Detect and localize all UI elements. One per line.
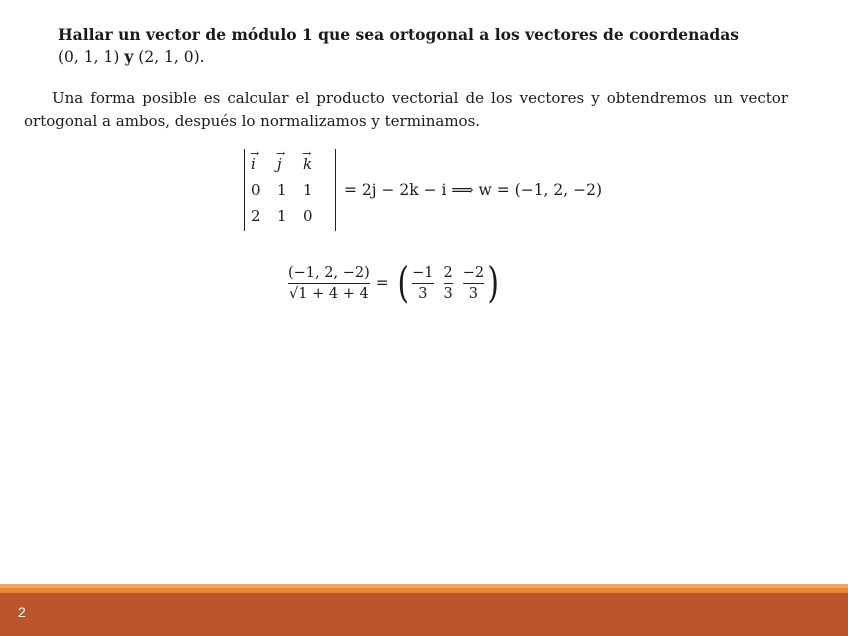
right-paren-icon: ) — [487, 258, 500, 307]
period: . — [199, 48, 205, 66]
entry-denominator: 3 — [418, 285, 428, 302]
entry-numerator: 2 — [443, 264, 453, 281]
cross-product-determinant — [244, 150, 602, 230]
problem-vectors — [58, 46, 818, 68]
unit-entry — [463, 263, 484, 304]
norm-fraction — [288, 263, 370, 304]
problem-statement — [58, 24, 818, 68]
intro-paragraph — [24, 87, 788, 133]
unit-entry — [412, 263, 433, 304]
problem-title: Hallar un vector de módulo 1 que sea ortogonal a los vectores de coordenadas — [58, 25, 740, 44]
cross-product-result: = 2j − 2k − i ⟹ w = (−1, 2, −2) — [344, 181, 603, 199]
det-cell: 1 — [303, 181, 313, 199]
intro-text: Una forma posible es calcular el producto vectorial de los vectores y obtendremos un vector ortogonal a ambos, después lo normalizamos y terminamos. — [24, 89, 788, 130]
det-cell: 0 — [251, 181, 261, 199]
left-paren-icon: ( — [397, 258, 409, 307]
equals-sign: = — [375, 274, 389, 292]
vector-a: (0, 1, 1) — [58, 48, 120, 66]
entry-denominator: 3 — [443, 285, 453, 302]
det-cell: 1 — [277, 207, 287, 225]
unit-entry — [444, 263, 453, 304]
norm-denominator: √1 + 4 + 4 — [289, 285, 369, 302]
unit-vector-entries — [411, 263, 485, 304]
det-cell: 0 — [303, 207, 313, 225]
det-cell-k: → k — [303, 151, 329, 177]
vector-b: (2, 1, 0) — [138, 48, 200, 66]
det-cell-i: → i — [251, 151, 277, 177]
normalization-formula — [288, 258, 502, 307]
det-cell-j: → j — [277, 151, 303, 177]
norm-numerator: (−1, 2, −2) — [288, 264, 370, 281]
page-number: 2 — [18, 604, 26, 620]
det-cell: 1 — [277, 181, 287, 199]
entry-denominator: 3 — [468, 285, 479, 302]
footer-band — [0, 593, 848, 636]
entry-numerator: −1 — [412, 264, 434, 281]
determinant-matrix — [244, 149, 336, 231]
det-cell: 2 — [251, 207, 261, 225]
entry-numerator: −2 — [462, 264, 485, 281]
conjunction: y — [124, 47, 134, 66]
